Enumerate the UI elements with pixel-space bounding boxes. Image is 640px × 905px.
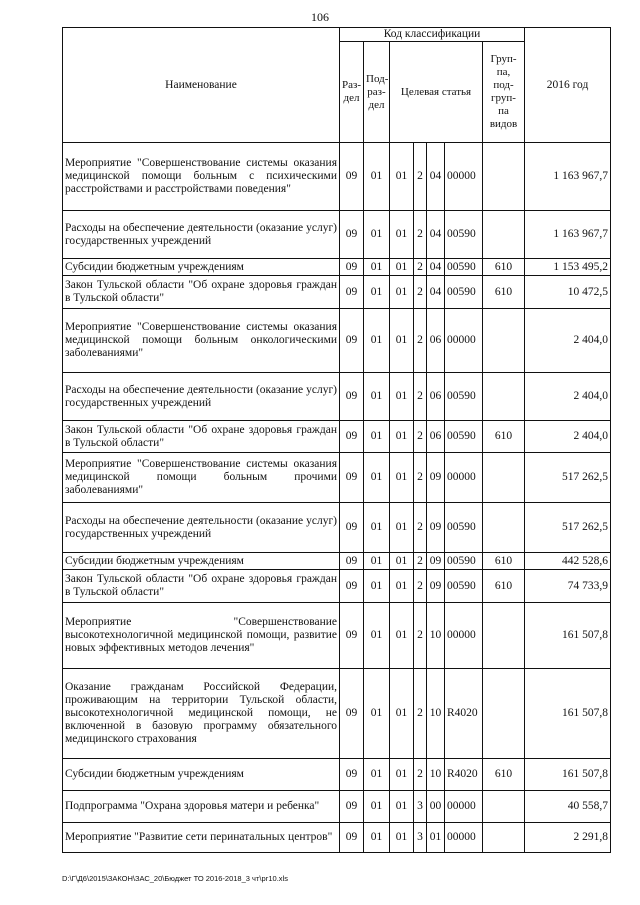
header-podrazdel [364,42,390,143]
row-amount: 161 507,8 [525,759,611,791]
row-podrazdel: 01 [364,373,390,421]
header-group [483,42,525,143]
row-razdel: 09 [340,823,364,853]
row-name: Субсидии бюджетным учреждениям [63,259,340,276]
row-podrazdel: 01 [364,259,390,276]
row-amount: 2 291,8 [525,823,611,853]
row-group [483,373,525,421]
row-group [483,603,525,669]
row-target-1: 01 [390,603,414,669]
table-row [63,143,611,211]
row-group [483,143,525,211]
header-year: 2016 год [525,28,611,143]
file-path-footer: D:\Г\Д6\2015\ЗАКОН\ЗАС_20\Бюджет ТО 2016-2018_3 чт\рг10.xls [62,874,288,883]
row-target-4: 00590 [445,211,483,259]
row-target-4: 00000 [445,453,483,503]
row-group [483,503,525,553]
row-group: 610 [483,259,525,276]
row-target-1: 01 [390,373,414,421]
header-target: Целевая статья [390,42,483,143]
row-target-1: 01 [390,503,414,553]
row-podrazdel: 01 [364,211,390,259]
header-podrazdel-text: Под- раз- дел [366,72,389,111]
header-name: Наименование [63,28,340,143]
table-row [63,259,611,276]
row-target-1: 01 [390,309,414,373]
row-podrazdel: 01 [364,276,390,309]
row-amount: 161 507,8 [525,603,611,669]
page-number: 106 [311,10,329,24]
row-amount: 1 163 967,7 [525,211,611,259]
row-target-3: 09 [427,553,445,570]
row-podrazdel: 01 [364,823,390,853]
row-name: Мероприятие "Совершенствование системы оказания медицинской помощи больным онкологическими заболеваниями" [63,309,340,373]
table-row [63,373,611,421]
row-target-4: 00000 [445,143,483,211]
row-amount: 442 528,6 [525,553,611,570]
row-target-4: 00590 [445,570,483,603]
row-amount: 74 733,9 [525,570,611,603]
row-target-2: 2 [414,503,427,553]
row-razdel: 09 [340,791,364,823]
row-target-3: 10 [427,759,445,791]
row-target-4: R4020 [445,759,483,791]
table-row [63,453,611,503]
row-razdel: 09 [340,421,364,453]
row-target-1: 01 [390,453,414,503]
row-group: 610 [483,276,525,309]
row-razdel: 09 [340,553,364,570]
header-code: Код классификации [340,28,525,42]
row-amount: 517 262,5 [525,503,611,553]
row-group [483,669,525,759]
row-target-2: 2 [414,143,427,211]
row-target-2: 2 [414,211,427,259]
row-target-2: 2 [414,553,427,570]
row-target-4: 00000 [445,791,483,823]
row-target-3: 10 [427,669,445,759]
row-target-4: 00000 [445,823,483,853]
row-group: 610 [483,759,525,791]
row-razdel: 09 [340,143,364,211]
row-target-4: 00000 [445,309,483,373]
row-group [483,453,525,503]
table-row [63,570,611,603]
row-amount: 517 262,5 [525,453,611,503]
row-target-4: R4020 [445,669,483,759]
row-podrazdel: 01 [364,143,390,211]
row-podrazdel: 01 [364,553,390,570]
row-name: Закон Тульской области "Об охране здоровья граждан в Тульской области" [63,570,340,603]
row-amount: 40 558,7 [525,791,611,823]
row-target-4: 00590 [445,503,483,553]
row-target-2: 2 [414,570,427,603]
row-target-3: 01 [427,823,445,853]
row-amount: 161 507,8 [525,669,611,759]
row-razdel: 09 [340,309,364,373]
row-target-2: 2 [414,276,427,309]
header-razdel [340,42,364,143]
row-target-1: 01 [390,276,414,309]
row-razdel: 09 [340,211,364,259]
row-group [483,823,525,853]
table-body [63,143,611,853]
row-target-1: 01 [390,791,414,823]
row-razdel: 09 [340,259,364,276]
row-razdel: 09 [340,276,364,309]
row-razdel: 09 [340,759,364,791]
row-podrazdel: 01 [364,759,390,791]
row-target-3: 04 [427,276,445,309]
row-razdel: 09 [340,453,364,503]
row-target-2: 2 [414,603,427,669]
row-target-1: 01 [390,823,414,853]
table-row [63,276,611,309]
row-target-3: 04 [427,211,445,259]
row-target-2: 2 [414,259,427,276]
row-group [483,791,525,823]
row-target-1: 01 [390,759,414,791]
row-target-3: 04 [427,259,445,276]
row-target-2: 2 [414,669,427,759]
row-target-4: 00590 [445,276,483,309]
row-razdel: 09 [340,669,364,759]
row-target-1: 01 [390,421,414,453]
row-group: 610 [483,553,525,570]
row-target-3: 09 [427,503,445,553]
row-podrazdel: 01 [364,791,390,823]
table-row [63,759,611,791]
table-row [63,553,611,570]
row-amount: 2 404,0 [525,309,611,373]
row-razdel: 09 [340,373,364,421]
table-row [63,309,611,373]
row-amount: 2 404,0 [525,373,611,421]
row-name: Закон Тульской области "Об охране здоровья граждан в Тульской области" [63,421,340,453]
row-target-4: 00590 [445,421,483,453]
row-name: Субсидии бюджетным учреждениям [63,553,340,570]
table-row [63,823,611,853]
row-target-2: 3 [414,791,427,823]
table-row [63,211,611,259]
row-target-4: 00590 [445,553,483,570]
row-target-3: 00 [427,791,445,823]
row-amount: 1 153 495,2 [525,259,611,276]
row-target-4: 00590 [445,259,483,276]
row-target-2: 2 [414,373,427,421]
table-row [63,421,611,453]
row-podrazdel: 01 [364,570,390,603]
row-target-2: 3 [414,823,427,853]
row-target-1: 01 [390,143,414,211]
row-target-1: 01 [390,259,414,276]
row-name: Закон Тульской области "Об охране здоровья граждан в Тульской области" [63,276,340,309]
row-target-2: 2 [414,309,427,373]
row-target-1: 01 [390,211,414,259]
row-target-3: 06 [427,421,445,453]
row-group: 610 [483,421,525,453]
row-razdel: 09 [340,570,364,603]
table-row [63,503,611,553]
row-group [483,211,525,259]
row-podrazdel: 01 [364,421,390,453]
row-target-2: 2 [414,421,427,453]
row-podrazdel: 01 [364,503,390,553]
row-target-1: 01 [390,669,414,759]
row-target-1: 01 [390,570,414,603]
table-row [63,669,611,759]
row-target-2: 2 [414,759,427,791]
row-name: Подпрограмма "Охрана здоровья матери и ребенка" [63,791,340,823]
header-group-text: Груп- па, под- груп- па видов [489,53,518,130]
row-group [483,309,525,373]
row-name: Расходы на обеспечение деятельности (оказание услуг) государственных учреждений [63,503,340,553]
row-podrazdel: 01 [364,669,390,759]
table-row [63,791,611,823]
row-name: Расходы на обеспечение деятельности (оказание услуг) государственных учреждений [63,373,340,421]
row-razdel: 09 [340,503,364,553]
row-podrazdel: 01 [364,309,390,373]
row-podrazdel: 01 [364,603,390,669]
row-podrazdel: 01 [364,453,390,503]
row-target-3: 04 [427,143,445,211]
row-group: 610 [483,570,525,603]
row-target-3: 06 [427,373,445,421]
row-target-3: 09 [427,453,445,503]
row-name: Расходы на обеспечение деятельности (оказание услуг) государственных учреждений [63,211,340,259]
table-row [63,603,611,669]
row-target-3: 10 [427,603,445,669]
row-name: Мероприятие "Совершенствование системы оказания медицинской помощи больным с психическими расстройствами и расстройствами поведения" [63,143,340,211]
row-target-1: 01 [390,553,414,570]
row-target-3: 09 [427,570,445,603]
row-name: Мероприятие "Совершенствование системы оказания медицинской помощи больным прочими заболеваниями" [63,453,340,503]
row-target-4: 00590 [445,373,483,421]
row-name: Оказание гражданам Российской Федерации, проживающим на территории Тульской области, высокотехнологичной медицинской помощи, не включенной в базовую программу обязательного медицинского страхования [63,669,340,759]
row-name: Мероприятие "Совершенствование высокотехнологичной медицинской помощи, развитие новых эффективных методов лечения" [63,603,340,669]
header-razdel-text: Раз- дел [342,79,362,104]
row-target-3: 06 [427,309,445,373]
row-amount: 1 163 967,7 [525,143,611,211]
row-amount: 10 472,5 [525,276,611,309]
row-name: Субсидии бюджетным учреждениям [63,759,340,791]
row-razdel: 09 [340,603,364,669]
row-name: Мероприятие "Развитие сети перинатальных центров" [63,823,340,853]
budget-table [62,27,611,853]
row-amount: 2 404,0 [525,421,611,453]
row-target-4: 00000 [445,603,483,669]
row-target-2: 2 [414,453,427,503]
